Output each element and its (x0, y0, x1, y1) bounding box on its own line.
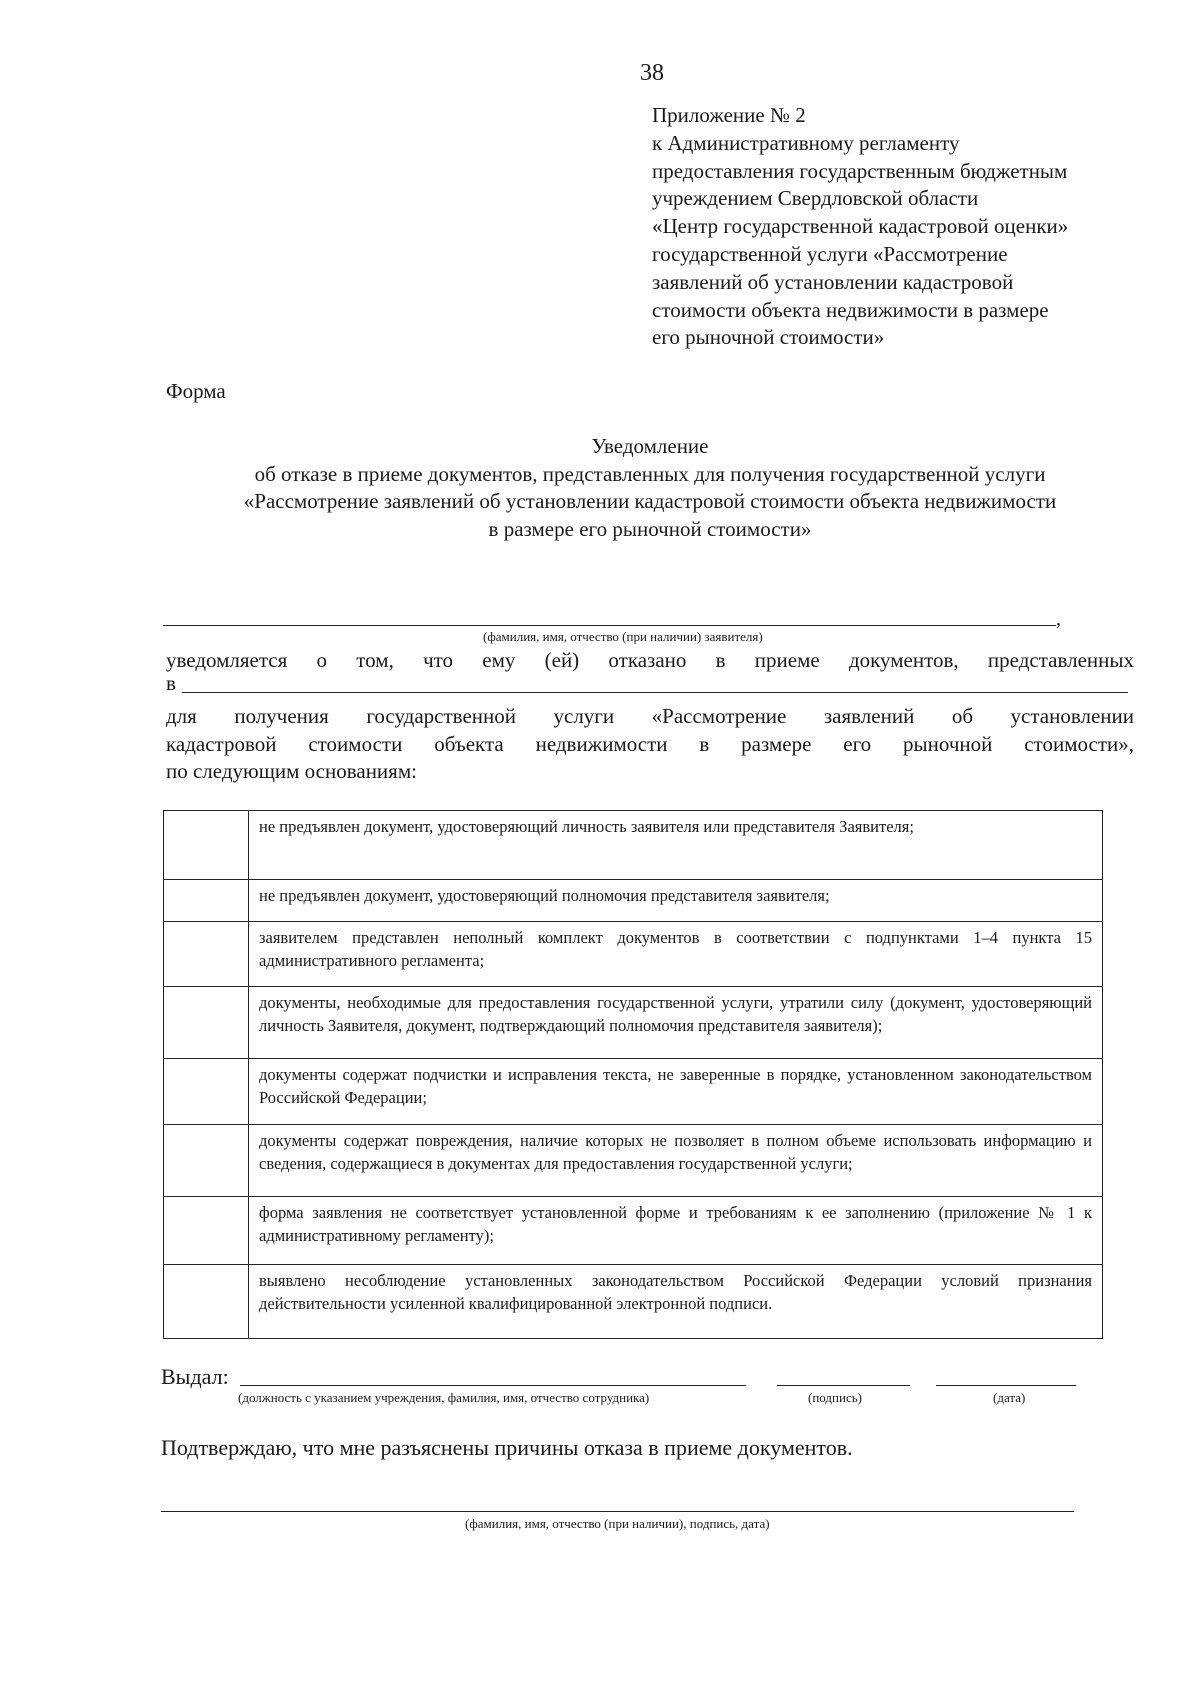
table-row (164, 811, 1103, 880)
issuer-signature-caption: (подпись) (808, 1390, 862, 1405)
appendix-line: учреждением Свердловской области (652, 186, 979, 211)
ground-text: документы содержат подчистки и исправления текста, не заверенные в порядке, установленном законодательством Российской Федерации; (249, 1059, 1103, 1125)
title-line: об отказе в приеме документов, представленных для получения государственной услуги (254, 461, 1046, 486)
applicant-line-comma: , (1056, 608, 1061, 630)
appendix-line: к Административному регламенту (652, 130, 960, 155)
applicant-caption: (фамилия, имя, отчество (при наличии) заявителя) (483, 629, 763, 644)
appendix-line: Приложение № 2 (652, 103, 806, 127)
checkbox-cell[interactable] (164, 811, 249, 880)
checkbox-cell[interactable] (164, 1197, 249, 1265)
ground-text: заявителем представлен неполный комплект документов в соответствии с подпунктами 1–4 пункта 15 административного регламента; (249, 922, 1103, 987)
appendix-line: предоставления государственным бюджетным (652, 158, 1068, 183)
appendix-line: «Центр государственной кадастровой оценки» (652, 214, 1069, 239)
ground-text: форма заявления не соответствует установленной форме и требованиям к ее заполнению (приложение № 1 к административному регламенту); (249, 1197, 1103, 1265)
issued-label: Выдал: (161, 1364, 229, 1389)
table-row (164, 987, 1103, 1059)
appendix-line: государственной услуги «Рассмотрение (652, 241, 1008, 266)
notice-paragraph (166, 703, 1134, 786)
notice-line-1: уведомляется о том, что ему (ей) отказано в приеме документов, представленных (166, 648, 1134, 672)
grounds-table (163, 810, 1103, 1339)
table-row (164, 1059, 1103, 1125)
issue-date-line[interactable] (936, 1385, 1076, 1386)
checkbox-cell[interactable] (164, 987, 249, 1059)
checkbox-cell[interactable] (164, 1125, 249, 1197)
form-label: Форма (166, 379, 226, 403)
issuer-position-caption: (должность с указанием учреждения, фамилия, имя, отчество сотрудника) (238, 1390, 650, 1405)
notice-line-2-prefix: в (166, 671, 176, 695)
issuer-position-line[interactable] (240, 1385, 746, 1386)
checkbox-cell[interactable] (164, 1265, 249, 1339)
confirmation-signature-line[interactable] (161, 1511, 1074, 1512)
page-number: 38 (640, 60, 664, 86)
appendix-header (652, 102, 1172, 352)
ground-text: документы, необходимые для предоставления государственной услуги, утратили силу (документ, удостоверяющий личность Заявителя, документ, подтверждающий полномочия представителя заявителя); (249, 987, 1103, 1059)
ground-text: выявлено несоблюдение установленных законодательством Российской Федерации условий признания действительности усиленной квалифицированной электронной подписи. (249, 1265, 1103, 1339)
title-heading: Уведомление (591, 434, 709, 458)
appendix-line: его рыночной стоимости» (652, 325, 885, 350)
authority-name-line[interactable] (182, 692, 1128, 693)
table-row (164, 880, 1103, 922)
title-line: «Рассмотрение заявлений об установлении кадастровой стоимости объекта недвижимости (243, 489, 1057, 513)
table-row (164, 1125, 1103, 1197)
issue-date-caption: (дата) (993, 1390, 1026, 1405)
table-row (164, 1265, 1103, 1339)
checkbox-cell[interactable] (164, 880, 249, 922)
notice-para-line: по следующим основаниям: (166, 759, 417, 783)
ground-text: документы содержат повреждения, наличие которых не позволяет в полном объеме использовать информацию и сведения, содержащиеся в документах для предоставления государственной услуги; (249, 1125, 1103, 1197)
appendix-line: заявлений об установлении кадастровой (652, 269, 1014, 294)
table-row (164, 922, 1103, 987)
issuer-signature-line[interactable] (777, 1385, 910, 1386)
checkbox-cell[interactable] (164, 1059, 249, 1125)
notice-para-line: для получения государственной услуги «Рассмотрение заявлений об установлении (166, 704, 1134, 728)
ground-text: не предъявлен документ, удостоверяющий полномочия представителя заявителя; (249, 880, 1103, 922)
applicant-name-line[interactable] (163, 625, 1056, 626)
table-row (164, 1197, 1103, 1265)
confirmation-caption: (фамилия, имя, отчество (при наличии), подпись, дата) (465, 1516, 770, 1531)
title-line: в размере его рыночной стоимости» (488, 516, 812, 541)
notice-para-line: кадастровой стоимости объекта недвижимости в размере его рыночной стоимости», (166, 731, 1134, 756)
checkbox-cell[interactable] (164, 922, 249, 987)
confirmation-text: Подтверждаю, что мне разъяснены причины отказа в приеме документов. (161, 1435, 853, 1460)
ground-text: не предъявлен документ, удостоверяющий личность заявителя или представителя Заявителя; (249, 811, 1103, 880)
appendix-line: стоимости объекта недвижимости в размере (652, 297, 1049, 322)
document-title (160, 433, 1140, 543)
